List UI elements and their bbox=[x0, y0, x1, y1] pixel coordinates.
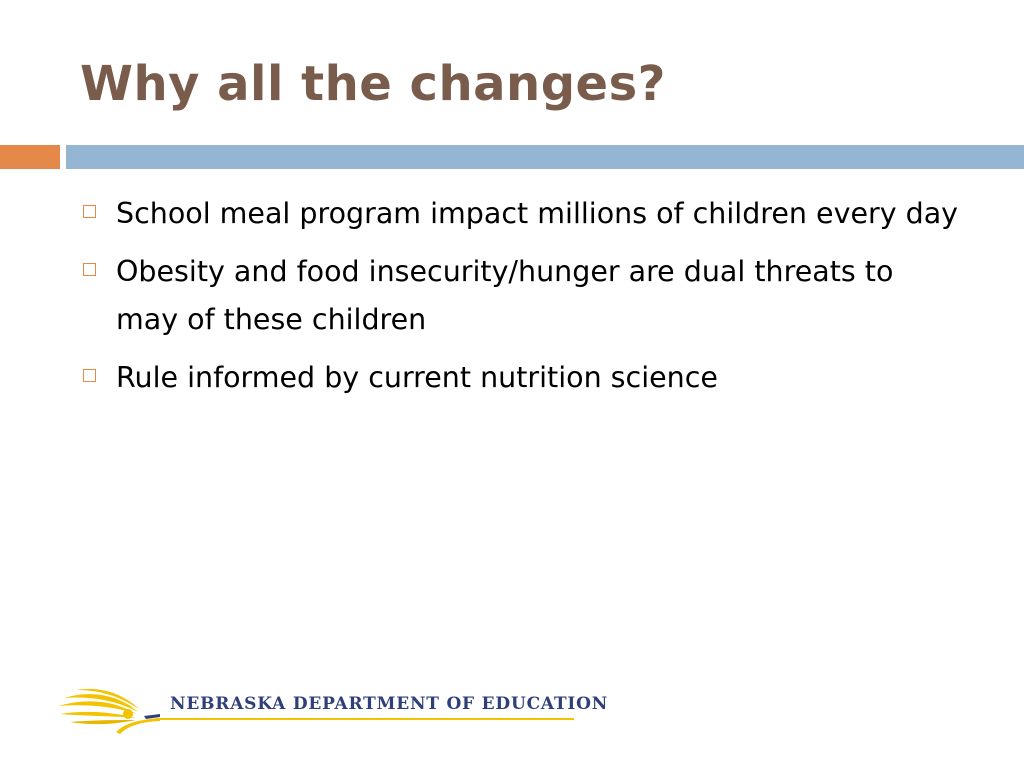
bullet-list bbox=[80, 190, 960, 412]
bullet-text: School meal program impact millions of children every day bbox=[116, 197, 959, 230]
title-accent-bar-orange bbox=[0, 145, 60, 169]
organization-name: NEBRASKA DEPARTMENT OF EDUCATION bbox=[170, 694, 609, 714]
nde-sunburst-logo-icon bbox=[56, 684, 162, 736]
slide-title: Why all the changes? bbox=[80, 56, 667, 112]
title-accent-bar-blue bbox=[66, 145, 1024, 169]
bullet-item bbox=[80, 248, 960, 344]
square-bullet-icon bbox=[83, 263, 96, 276]
bullet-item bbox=[80, 190, 960, 238]
square-bullet-icon bbox=[83, 369, 96, 382]
bullet-item bbox=[80, 354, 960, 402]
logo-underline bbox=[156, 718, 574, 720]
nde-logo bbox=[56, 684, 609, 736]
bullet-text: Rule informed by current nutrition science bbox=[116, 361, 718, 394]
bullet-text: Obesity and food insecurity/hunger are dual threats to may of these children bbox=[116, 255, 894, 336]
square-bullet-icon bbox=[83, 205, 96, 218]
